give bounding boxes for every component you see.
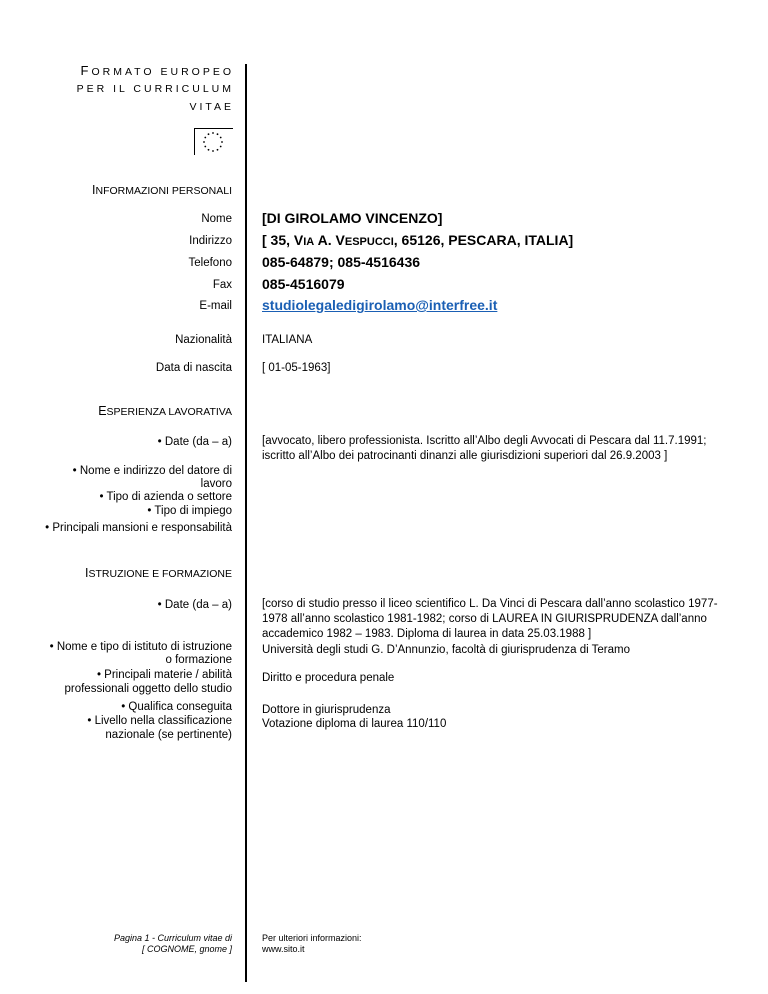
column-divider bbox=[245, 64, 247, 982]
value-materie: Diritto e procedura penale bbox=[262, 672, 395, 684]
email-link[interactable]: studiolegaledigirolamo@interfree.it bbox=[262, 297, 498, 313]
label-istituto-line-1: • Nome e tipo di istituto di istruzione bbox=[49, 641, 232, 653]
footer-page-info bbox=[114, 933, 232, 955]
label-impiego: • Tipo di impiego bbox=[147, 505, 232, 517]
label-email: E-mail bbox=[199, 300, 232, 312]
footer-more-info bbox=[262, 933, 362, 955]
cv-title-line-2: PER IL CURRICULUM bbox=[76, 83, 234, 95]
eu-flag-stars-icon bbox=[194, 128, 233, 155]
value-istituto: Università degli studi G. D’Annunzio, facoltà di giurisprudenza di Teramo bbox=[262, 644, 630, 656]
label-exp-date: • Date (da – a) bbox=[157, 436, 232, 448]
value-nazionalita: ITALIANA bbox=[262, 334, 313, 346]
section-heading-education: ISTRUZIONE E FORMAZIONE bbox=[85, 566, 232, 580]
label-nascita: Data di nascita bbox=[155, 362, 232, 374]
label-indirizzo: Indirizzo bbox=[189, 235, 232, 247]
label-istituto-line-2: o formazione bbox=[165, 654, 232, 666]
label-nazionalita: Nazionalità bbox=[175, 334, 232, 346]
value-nascita: [ 01-05-1963] bbox=[262, 362, 331, 374]
footer-page-line-2: [ COGNOME, gnome ] bbox=[141, 944, 232, 954]
label-livello-line-1: • Livello nella classificazione bbox=[87, 715, 232, 727]
label-materie-line-1: • Principali materie / abilità bbox=[96, 669, 232, 681]
footer-page-line-1: Pagina 1 - Curriculum vitae di bbox=[113, 933, 232, 943]
section-heading-experience: ESPERIENZA LAVORATIVA bbox=[98, 404, 232, 418]
section-heading-personal: INFORMAZIONI PERSONALI bbox=[92, 183, 232, 197]
label-azienda: • Tipo di azienda o settore bbox=[99, 491, 232, 503]
cv-title-line-3: VITAE bbox=[189, 101, 234, 113]
value-fax: 085-4516079 bbox=[262, 276, 345, 292]
label-edu-date: • Date (da – a) bbox=[157, 599, 232, 611]
label-datore-line-2: lavoro bbox=[200, 478, 232, 490]
label-qualifica: • Qualifica conseguita bbox=[121, 701, 232, 713]
label-telefono: Telefono bbox=[188, 257, 232, 269]
value-livello: Votazione diploma di laurea 110/110 bbox=[262, 718, 447, 730]
value-nome: [DI GIROLAMO VINCENZO] bbox=[262, 210, 443, 226]
cv-title-line-1: FORMATO EUROPEO bbox=[80, 63, 234, 78]
label-fax: Fax bbox=[212, 279, 232, 291]
footer-more-info-label: Per ulteriori informazioni: bbox=[262, 933, 362, 943]
value-qualifica: Dottore in giurisprudenza bbox=[262, 704, 391, 716]
label-livello-line-2: nazionale (se pertinente) bbox=[105, 729, 232, 741]
label-nome: Nome bbox=[201, 213, 232, 225]
label-mansioni: • Principali mansioni e responsabilità bbox=[45, 522, 232, 534]
value-telefono: 085-64879; 085-4516436 bbox=[262, 254, 421, 270]
label-datore-line-1: • Nome e indirizzo del datore di bbox=[72, 465, 232, 477]
value-indirizzo: [ 35, VIA A. VESPUCCI, 65126, PESCARA, ITALIA] bbox=[262, 232, 574, 248]
value-exp-date: [avvocato, libero professionista. Iscritto all’Albo degli Avvocati di Pescara dal 11.7.1991; iscritto all’Albo dei patrocinanti dinanzi alle giurisdizioni superiori dal 26.9.2003 ] bbox=[262, 435, 707, 462]
value-edu-date: [corso di studio presso il liceo scientifico L. Da Vinci di Pescara dall’anno scolastico 1977-1978 all’anno scolastico 1981-1982; corso di LAUREA IN GIURISPRUDENZA dall’anno accademico 1982 – 1983. Diploma di laurea in data 25.03.1988 ] bbox=[262, 598, 718, 640]
footer-website-link[interactable]: www.sito.it bbox=[262, 944, 305, 954]
label-materie-line-2: professionali oggetto dello studio bbox=[64, 683, 232, 695]
